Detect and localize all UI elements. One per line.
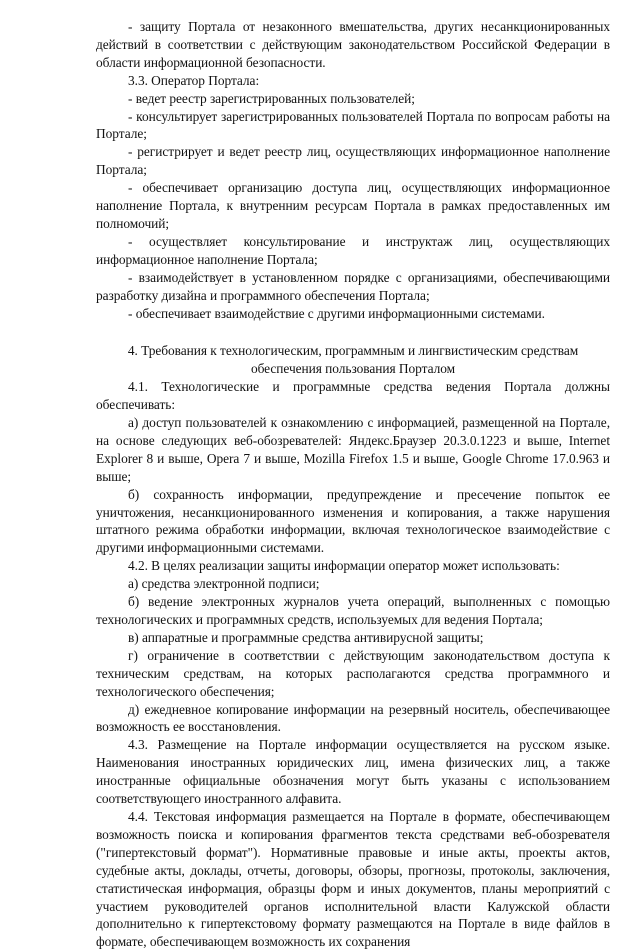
paragraph-4-2-v: в) аппаратные и программные средства антивирусной защиты; (128, 629, 484, 645)
paragraph-instruction: - осуществляет консультирование и инструктаж лиц, осуществляющих информационное наполнение Портала; (96, 233, 610, 267)
paragraph-consulting-users: - консультирует зарегистрированных пользователей Портала по вопросам работы на Портале; (96, 108, 610, 142)
paragraph-4-1-b: б) сохранность информации, предупреждение и пресечение попыток ее уничтожения, несанкционированного изменения и копирования, а также нарушения штатного режима обработки информации, включая технологическое взаимодействие с другими информационными системами. (96, 486, 610, 556)
paragraph-interaction-systems: - обеспечивает взаимодействие с другими информационными системами. (128, 305, 545, 321)
paragraph-4-2-g: г) ограничение в соответствии с действующим законодательством доступа к техническим средствам, на которых располагаются средства программного и технологического обеспечения; (96, 647, 610, 699)
paragraph-4-2-d: д) ежедневное копирование информации на резервный носитель, обеспечивающее возможность ее восстановления. (96, 701, 610, 735)
paragraph-protection: - защиту Портала от незаконного вмешательства, других несанкционированных действий в соответствии с действующим законодательством Российской Федерации в области информационной безопасности. (96, 19, 610, 70)
paragraph-interaction-orgs: - взаимодействует в установленном порядке с организациями, обеспечивающими разработку дизайна и программного обеспечения Портала; (96, 269, 610, 303)
paragraph-registers-persons: - регистрирует и ведет реестр лиц, осуществляющих информационное наполнение Портала; (96, 144, 610, 178)
section-heading: 4. Требования к технологическим, программным и лингвистическим средствам обеспечения пользования Порталом (127, 343, 579, 377)
paragraph-access-organization: - обеспечивает организацию доступа лиц, осуществляющих информационное наполнение Портала, к внутренним ресурсам Портала в рамках предоставленных им полномочий; (96, 180, 610, 231)
document-page (96, 18, 610, 951)
paragraph-registry: - ведет реестр зарегистрированных пользователей; (128, 90, 415, 106)
paragraph-4-2: 4.2. В целях реализации защиты информации оператор может использовать: (128, 558, 560, 574)
paragraph-4-3: 4.3. Размещение на Портале информации осуществляется на русском языке. Наименования иностранных юридических лиц, имена физических лиц, а также иностранные официальные обозначения могут быть указаны с использованием соответствующего иностранного алфавита. (96, 737, 610, 807)
paragraph-4-4: 4.4. Текстовая информация размещается на Портале в формате, обеспечивающем возможность поиска и копирования фрагментов текста средствами веб-обозревателя ("гипертекстовый формат"). Нормативные правовые и иные акты, проекты актов, судебные акты, доклады, отчеты, договоры, обзоры, прогнозы, протоколы, заключения, статистическая информация, образцы форм и иных документов, планы мероприятий с участием руководителей органов исполнительной власти Калужской области дополнительно к гипертекстовому формату размещаются на Портале в виде файлов в формате, обеспечивающем возможность их сохранения (96, 808, 610, 950)
paragraph-4-1: 4.1. Технологические и программные средства ведения Портала должны обеспечивать: (96, 379, 610, 413)
paragraph-3-3: 3.3. Оператор Портала: (128, 72, 260, 88)
paragraph-4-2-b: б) ведение электронных журналов учета операций, выполненных с помощью технологических и программных средств, используемых для ведения Портала; (96, 594, 610, 627)
paragraph-4-1-a: а) доступ пользователей к ознакомлению с информацией, размещенной на Портале, на основе следующих веб-обозревателей: Яндекс.Браузер 20.3.0.1223 и выше, Internet Explorer 8 и выше, Opera 7 и выше, Mozilla Firefox 1.5 и выше, Google Chrome 17.0.963 и выше; (96, 415, 610, 484)
paragraph-4-2-a: а) средства электронной подписи; (128, 576, 320, 592)
